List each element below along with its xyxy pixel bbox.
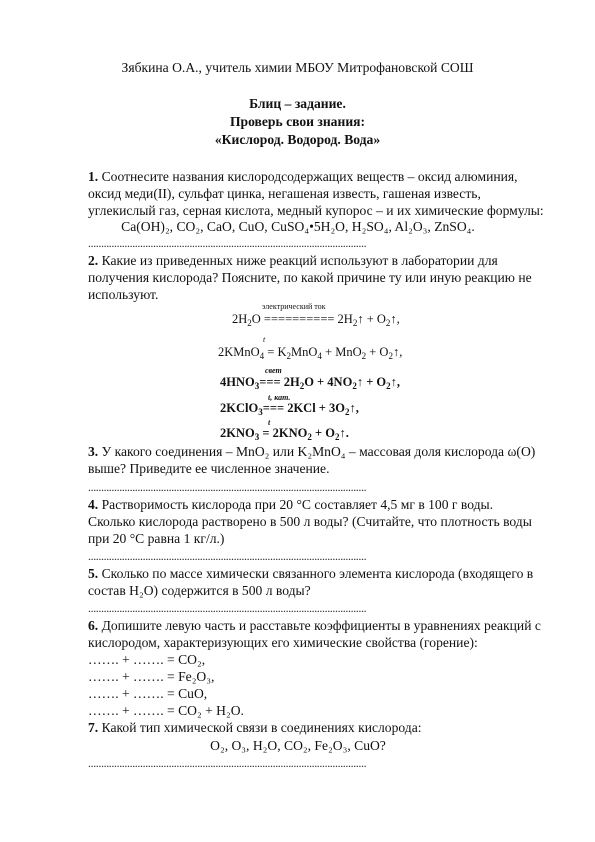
question-7-text: Какой тип химической связи в соединениях кислорода:	[98, 720, 422, 735]
question-5-text: Сколько по массе химически связанного элемента кислорода (входящего в	[98, 566, 534, 581]
reaction-2-condition: t	[263, 335, 266, 344]
question-2-text: Какие из приведенных ниже реакций используют в лаборатории для	[98, 253, 498, 268]
reaction-5: $2KNO_3 = 2KNO_2$ + $O_2↑$.	[220, 426, 349, 442]
answer-line-4: ...........................................................................................................	[88, 549, 367, 563]
answer-line-1: ...........................................................................................................	[88, 236, 367, 250]
page-subtitle: Проверь свои знания:	[229, 114, 366, 129]
question-3-number: 3.	[88, 444, 99, 459]
question-4-line-2: Сколько кислорода растворено в 500 л воды? (Считайте, что плотность воды	[88, 514, 532, 529]
question-4-line-1	[88, 497, 493, 513]
equation-1: ……. + ……. = CO₂,	[88, 652, 206, 667]
question-4-text: Растворимость кислорода при 20 °С составляет 4,5 мг в 100 г воды.	[98, 497, 494, 512]
answer-line-3: ...........................................................................................................	[88, 480, 367, 494]
question-1-number: 1.	[88, 169, 99, 184]
question-7-formulas: O₂, O₃, H₂O, CO₂, Fe₂O₃, CuO?	[210, 738, 386, 753]
reaction-4-condition: t, кат.	[268, 393, 291, 402]
question-2-number: 2.	[88, 253, 99, 268]
question-5-line-1	[88, 566, 533, 582]
question-6-number: 6.	[88, 618, 99, 633]
reaction-1: $2H_2O$ ========== $2H_2↑$ + $O_2↑$,	[232, 312, 400, 328]
question-7-line-1	[88, 720, 422, 736]
question-1-text: Соотнесите названия кислородсодержащих веществ – оксид алюминия,	[98, 169, 518, 184]
question-6-text: Допишите левую часть и расставьте коэффициенты в уравнениях реакций с	[98, 618, 541, 633]
question-2-line-1	[88, 253, 498, 269]
question-5-line-2: состав H₂O) содержится в 500 л воды?	[88, 583, 311, 598]
question-6-line-1	[88, 618, 541, 634]
question-2-line-3: используют.	[88, 287, 159, 302]
equation-4: ……. + ……. = CO₂ + H₂O.	[88, 703, 244, 718]
question-4-line-3: при 20 °С равна 1 кг/л.)	[88, 531, 225, 546]
question-5-number: 5.	[88, 566, 99, 581]
equation-3: ……. + ……. = CuO,	[88, 686, 208, 701]
question-1-line-3: углекислый газ, серная кислота, медный купорос – и их химические формулы:	[88, 203, 544, 218]
reaction-4: 2KClO$_3$=== $2KCl + 3O_2↑$,	[220, 401, 359, 417]
question-3-text: У какого соединения – MnO₂ или K₂MnO₄ – массовая доля кислорода	[98, 444, 505, 459]
question-4-number: 4.	[88, 497, 99, 512]
reaction-1-condition: электрический ток	[262, 302, 326, 311]
topic-title: «Кислород. Водород. Вода»	[214, 132, 381, 147]
question-3-tail: (O)	[516, 444, 536, 459]
page-title: Блиц – задание.	[249, 96, 346, 111]
reaction-5-condition: t	[268, 418, 271, 427]
author-line: Зябкина О.А., учитель химии МБОУ Митрофановской СОШ	[121, 60, 474, 75]
question-3-line-2: выше? Приведите ее численное значение.	[88, 461, 330, 476]
answer-line-7: ...........................................................................................................	[88, 756, 367, 770]
question-3-line-1	[88, 444, 535, 460]
reaction-2: 2KMnO$_4$ = $K_2MnO_4 + MnO_2$ + $O_2↑$,	[218, 345, 403, 361]
question-1-line-1	[88, 169, 518, 185]
question-7-number: 7.	[88, 720, 99, 735]
reaction-3: $4HNO_3=== 2H_2O$ + $4NO_2↑$ + $O_2↑$,	[220, 375, 401, 391]
equation-2: ……. + ……. = Fe₂O₃,	[88, 669, 215, 684]
question-1-line-2: оксид меди(II), сульфат цинка, негашеная известь, гашеная известь,	[88, 186, 481, 201]
reaction-3-condition: свет	[265, 366, 282, 375]
question-6-line-2: кислородом, характеризующих его химические свойства (горение):	[88, 635, 478, 650]
question-1-formulas: Ca(OH)₂, CO₂, CaO, CuO, CuSO₄•5H₂O, H₂SO₄, Al₂O₃, ZnSO₄.	[121, 219, 475, 234]
question-2-line-2: получения кислорода? Поясните, по какой причине ту или иную реакцию не	[88, 270, 532, 285]
answer-line-5: ...........................................................................................................	[88, 601, 367, 615]
omega-symbol: ω	[507, 444, 517, 459]
